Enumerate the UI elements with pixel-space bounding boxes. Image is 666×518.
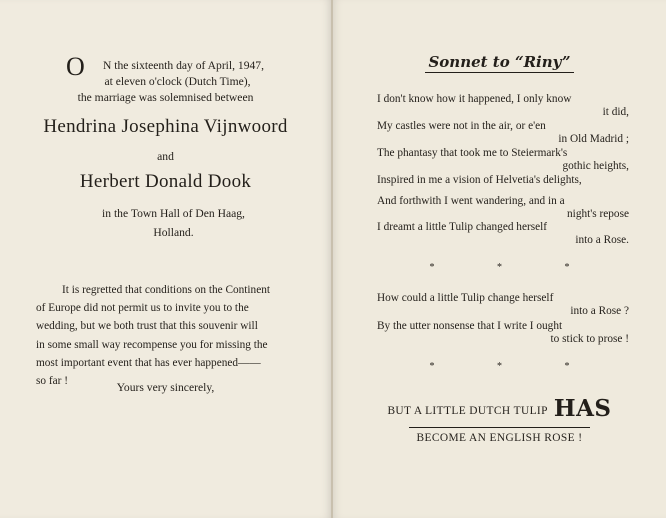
venue-line-1: in the Town Hall of Den Haag, <box>102 207 245 220</box>
finale-emphasis: HAS <box>553 395 612 422</box>
verse-main: I don't know how it happened, I only know <box>377 93 572 105</box>
announcement-line-2: at eleven o'clock (Dutch Time), <box>104 75 251 88</box>
finale-line-1 <box>333 395 666 422</box>
groom-name: Herbert Donald Dook <box>79 171 252 192</box>
verse-line <box>377 221 629 247</box>
verse-main: How could a little Tulip change herself <box>377 292 554 304</box>
drop-cap: O <box>66 52 85 81</box>
stanza-separator: * * * <box>429 361 600 372</box>
message-line: in some small way recompense you for missing the <box>36 338 268 351</box>
message-line: It is regretted that conditions on the Continent <box>62 284 271 296</box>
verse-main: The phantasy that took me to Steiermark's <box>377 147 568 159</box>
verse-line <box>377 320 629 346</box>
sonnet-title-text: Sonnet to “Riny” <box>425 53 573 73</box>
verse-continuation: into a Rose. <box>575 234 629 246</box>
sonnet-title <box>333 53 666 71</box>
finale-text: BUT A LITTLE DUTCH TULIP <box>387 405 548 417</box>
verse-line <box>377 195 629 221</box>
verse-main: By the utter nonsense that I write I ought <box>377 320 563 332</box>
finale-text-2: BECOME AN ENGLISH ROSE ! <box>409 427 591 444</box>
verse-continuation: in Old Madrid ; <box>558 133 629 145</box>
verse-continuation: gothic heights, <box>562 160 629 172</box>
verse-line <box>377 174 629 187</box>
verse-line <box>377 292 629 318</box>
stanza-separator: * * * <box>429 262 600 273</box>
message-line: so far ! <box>36 375 68 388</box>
verse-main: And forthwith I went wandering, and in a <box>377 195 565 207</box>
message-paragraph <box>36 281 298 390</box>
verse-main: I dreamt a little Tulip changed herself <box>377 221 548 233</box>
conjunction: and <box>157 150 174 163</box>
verse-continuation: it did, <box>602 106 629 118</box>
verse-line <box>377 93 629 119</box>
signoff: Yours very sincerely, <box>116 381 215 394</box>
verse-continuation: into a Rose ? <box>570 305 629 317</box>
message-line: of Europe did not permit us to invite you to the <box>36 302 249 315</box>
verse-continuation: to stick to prose ! <box>550 333 629 345</box>
verse-main: Inspired in me a vision of Helvetia's delights, <box>377 174 582 186</box>
announcement-line-1: N the sixteenth day of April, 1947, <box>103 59 264 72</box>
bride-name: Hendrina Josephina Vijnwoord <box>43 116 288 137</box>
verse-continuation: night's repose <box>567 208 629 220</box>
message-line: most important event that has ever happened—— <box>36 356 261 369</box>
verse-main: My castles were not in the air, or e'en <box>377 120 546 132</box>
finale-line-2 <box>333 432 666 444</box>
verse-line <box>377 120 629 146</box>
message-line: wedding, but we both trust that this souvenir will <box>36 320 258 333</box>
announcement-line-3: the marriage was solemnised between <box>77 91 254 104</box>
venue-line-2: Holland. <box>153 226 194 239</box>
verse-line <box>377 147 629 173</box>
